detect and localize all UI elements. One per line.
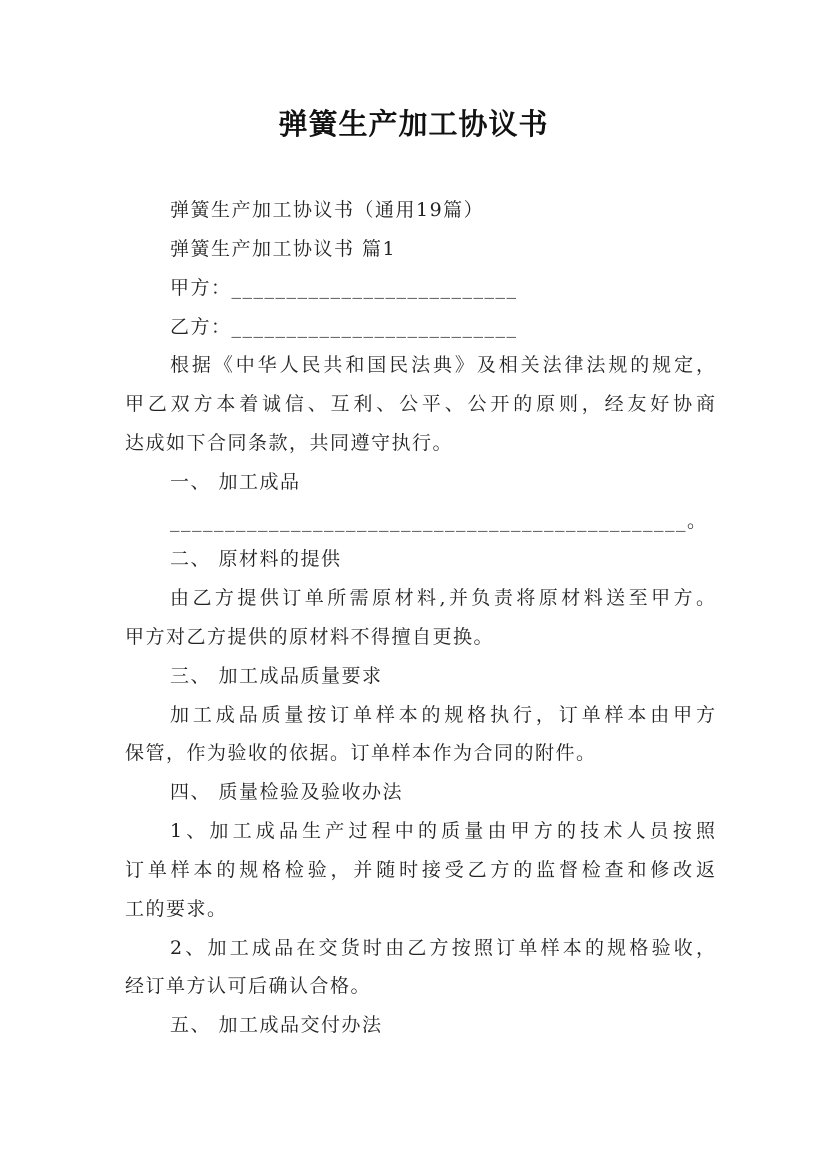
text-line: 甲乙双方本着诚信、互利、公平、公开的原则，经友好协商 <box>125 393 715 415</box>
text-line: 达成如下合同条款，共同遵守执行。 <box>125 432 454 454</box>
section-heading: 三、 加工成品质量要求 <box>170 665 383 687</box>
text-line: 甲方对乙方提供的原材料不得擅自更换。 <box>125 626 495 648</box>
text-line: 乙方：__________________________ <box>170 316 518 338</box>
document-title: 弹簧生产加工协议书 <box>278 107 549 141</box>
text-line: 保管，作为验收的依据。订单样本作为合同的附件。 <box>125 742 597 764</box>
text-line: 1、加工成品生产过程中的质量由甲方的技术人员按照 <box>170 820 715 842</box>
text-line: 由乙方提供订单所需原材料,并负责将原材料送至甲方。 <box>170 587 715 609</box>
section-heading: 四、 质量检验及验收办法 <box>170 781 404 803</box>
text-line: 工的要求。 <box>125 898 228 920</box>
blank-fill-line: _______________________________________________。 <box>170 510 708 532</box>
text-line: 弹簧生产加工协议书 篇1 <box>170 238 397 260</box>
section-heading: 五、 加工成品交付办法 <box>170 1014 383 1036</box>
text-line: 根据《中华人民共和国民法典》及相关法律法规的规定， <box>170 354 715 376</box>
text-line: 甲方：__________________________ <box>170 277 518 299</box>
section-heading: 二、 原材料的提供 <box>170 548 342 570</box>
section-heading: 一、 加工成品 <box>170 471 301 493</box>
text-line: 加工成品质量按订单样本的规格执行，订单样本由甲方 <box>170 704 715 726</box>
text-line: 订单样本的规格检验，并随时接受乙方的监督检查和修改返 <box>125 859 715 881</box>
text-line: 2、加工成品在交货时由乙方按照订单样本的规格验收， <box>170 937 715 959</box>
text-line: 弹簧生产加工协议书（通用19篇） <box>170 199 485 221</box>
text-line: 经订单方认可后确认合格。 <box>125 975 372 997</box>
